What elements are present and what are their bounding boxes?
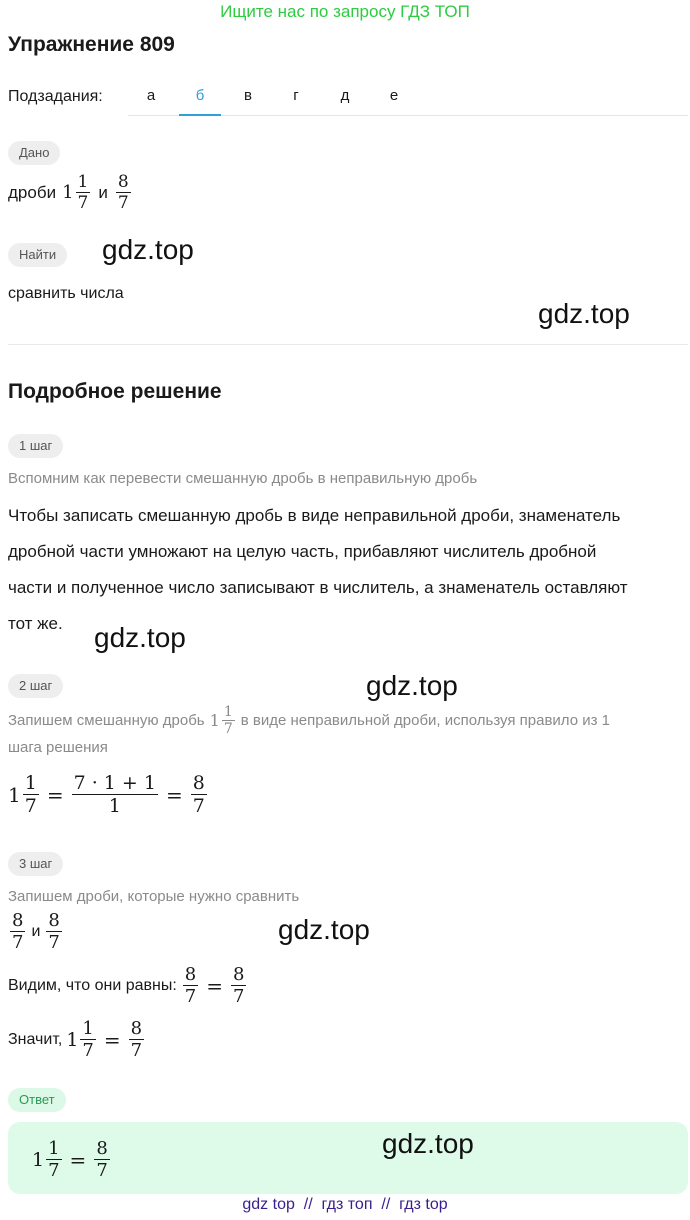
- step3-eq-a-den: 7: [184, 986, 197, 1007]
- step1-line: тот же.: [8, 614, 63, 633]
- step1-text: [8, 498, 688, 642]
- given-prefix: дроби: [8, 182, 57, 202]
- subtasks-label: Подзадания:: [8, 88, 103, 105]
- equals-sign: =: [206, 973, 224, 998]
- step3-therefore-line: [8, 1018, 146, 1061]
- step1-line: Чтобы записать смешанную дробь в виде неправильной дроби, знаменатель: [8, 506, 621, 525]
- answer-result: [94, 1138, 109, 1181]
- answer-den: 7: [48, 1160, 60, 1181]
- step3-a-den: 7: [12, 932, 24, 953]
- step2-result-fraction: [191, 772, 207, 817]
- step2-hint-num: 1: [223, 704, 233, 720]
- step2-mid-den: 1: [72, 794, 158, 817]
- equals-sign: =: [69, 1147, 87, 1172]
- answer-res-num: 8: [96, 1138, 108, 1159]
- given-whole: 1: [62, 182, 74, 203]
- step2-hint-before: Запишем смешанную дробь: [8, 712, 205, 729]
- step3-hint: Запишем дроби, которые нужно сравнить: [8, 888, 300, 905]
- given-f2-den: 7: [117, 193, 129, 213]
- answer-equation: [32, 1138, 112, 1181]
- given-fraction-2: [116, 172, 131, 213]
- step2-hint-den: 7: [223, 721, 233, 737]
- step3-th-res-den: 7: [130, 1040, 143, 1061]
- step3-pill: 3 шаг: [8, 852, 63, 876]
- search-banner: Ищите нас по запросу ГДЗ ТОП: [220, 2, 470, 21]
- footer-links[interactable]: gdz top // гдз топ // гдз top: [242, 1196, 448, 1213]
- step2-res-num: 8: [192, 772, 205, 794]
- answer-res-den: 7: [96, 1160, 108, 1181]
- step3-eq-b-num: 8: [233, 964, 245, 985]
- step3-therefore-fraction: [80, 1018, 95, 1061]
- step3-a-num: 8: [12, 910, 24, 931]
- step3-therefore-result: [129, 1018, 144, 1061]
- equals-sign: =: [103, 1027, 121, 1052]
- step3-fractions: [8, 910, 64, 953]
- step2-hint-line2: шага решения: [8, 739, 108, 756]
- step3-fraction-a: [10, 910, 25, 953]
- watermark: gdz.top: [538, 298, 630, 329]
- step2-mid-num: 7 · 1 + 1: [73, 772, 156, 794]
- step2-hint-fraction: [222, 704, 235, 737]
- step1-line: части и полученное число записывают в числитель, а знаменатель оставляют: [8, 578, 628, 597]
- find-text: сравнить числа: [8, 285, 124, 302]
- step2-eq-num: 1: [24, 772, 37, 794]
- step3-therefore-text: Значит,: [8, 1030, 63, 1048]
- step3-equal-text: Видим, что они равны:: [8, 976, 177, 994]
- watermark: gdz.top: [382, 1128, 474, 1159]
- given-fraction-1: [76, 172, 91, 213]
- answer-num: 1: [48, 1138, 60, 1159]
- tab-a[interactable]: а: [146, 87, 156, 104]
- given-f2-num: 8: [117, 172, 129, 192]
- step3-b-num: 8: [48, 910, 60, 931]
- tab-b[interactable]: б: [179, 76, 221, 116]
- step3-th-num: 1: [82, 1018, 94, 1039]
- watermark: gdz.top: [278, 914, 370, 945]
- step2-hint-whole: 1: [209, 711, 220, 730]
- step1-hint: Вспомним как перевести смешанную дробь в неправильную дробь: [8, 470, 478, 487]
- step3-th-den: 7: [82, 1040, 94, 1061]
- step2-eq-fraction: [23, 772, 39, 817]
- step3-b-den: 7: [48, 932, 60, 953]
- step2-pill: 2 шаг: [8, 674, 63, 698]
- step2-hint: [8, 704, 688, 756]
- answer-whole: 1: [32, 1148, 45, 1171]
- given-conj: и: [98, 182, 108, 202]
- step3-equal-fraction-b: [231, 964, 246, 1007]
- step3-conj: и: [31, 922, 41, 940]
- solution-heading: Подробное решение: [8, 380, 222, 403]
- step2-eq-den: 7: [24, 795, 37, 817]
- watermark: gdz.top: [94, 622, 186, 653]
- step1-line: дробной части умножают на целую часть, прибавляют числитель дробной: [8, 542, 597, 561]
- equals-sign: =: [46, 782, 64, 807]
- page-title: Упражнение 809: [8, 33, 175, 56]
- equals-sign: =: [165, 782, 183, 807]
- step2-eq-whole: 1: [8, 782, 21, 807]
- step3-eq-a-num: 8: [184, 964, 197, 985]
- step3-therefore-whole: 1: [66, 1028, 79, 1051]
- given-f1-num: 1: [77, 172, 89, 192]
- watermark: gdz.top: [366, 670, 458, 701]
- step1-pill: 1 шаг: [8, 434, 63, 458]
- step3-fraction-b: [46, 910, 61, 953]
- tab-e[interactable]: е: [389, 87, 399, 104]
- watermark: gdz.top: [102, 234, 194, 265]
- step3-th-res-num: 8: [130, 1018, 143, 1039]
- tab-v[interactable]: в: [244, 87, 252, 104]
- answer-pill: Ответ: [8, 1088, 66, 1112]
- section-divider: [8, 344, 688, 345]
- step3-equal-fraction-a: [183, 964, 198, 1007]
- step2-mid-fraction: [72, 772, 158, 817]
- given-f1-den: 7: [77, 193, 89, 213]
- step3-equal-line: [8, 964, 248, 1007]
- step2-hint-after: в виде неправильной дроби, используя правило из 1: [240, 712, 611, 729]
- step2-res-den: 7: [192, 795, 205, 817]
- answer-fraction: [46, 1138, 61, 1181]
- given-line: [8, 172, 133, 213]
- step3-eq-b-den: 7: [233, 986, 245, 1007]
- step2-equation: [8, 772, 209, 817]
- given-pill: Дано: [8, 141, 60, 165]
- tab-g[interactable]: г: [293, 87, 299, 104]
- find-pill: Найти: [8, 243, 67, 267]
- tab-d[interactable]: д: [340, 87, 350, 104]
- subtask-tabs: [128, 76, 688, 116]
